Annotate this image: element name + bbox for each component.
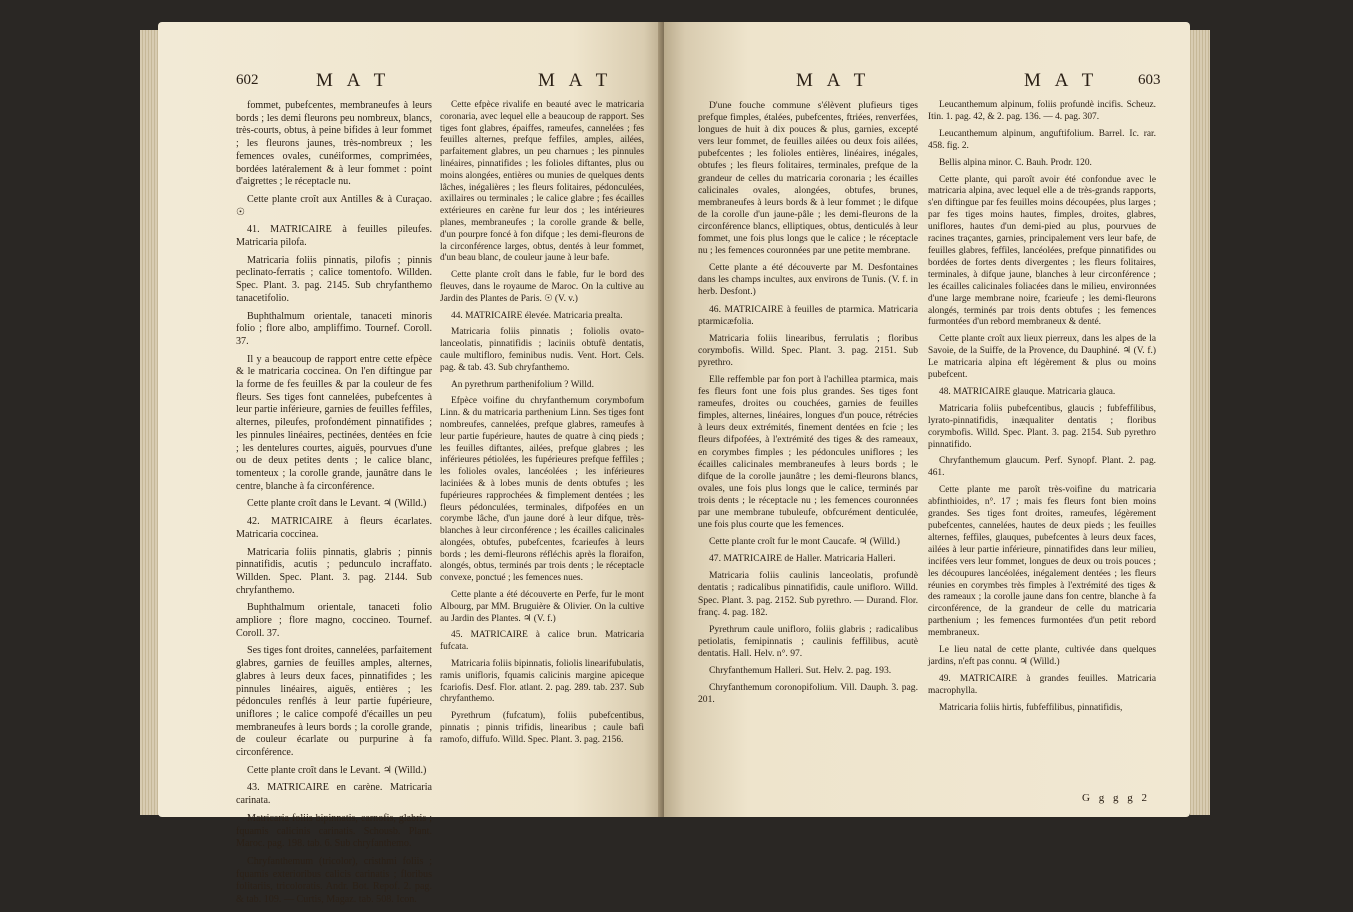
paragraph: Elle reffemble par fon port à l'achillea ptarmica, mais fes fleurs font une fois plus grandes. Ses tiges font rameufes, droites ou couchées, garnies de feuilles fimples, alternes, linéaires, longues d'un pouce, rétrécies à leurs deux extrémités, finement dentées en fcie ; les fleurs difpofées, à l'extrémité des tiges & des rameaux, en corymbes fimples ; les pédoncules uniflores ; les écailles calicinales membraneufes à leurs bords ; le difque de la corolle jaunâtre ; les demi-fleurons blancs, ovales, une fois plus longs que le calice, terminés par trois dents ; le réceptacle nu ; les femences couronnées par une membrane tubuleufe, obfcurément denticulée, une fois plus courte que les femences. <box>698 373 918 531</box>
paragraph: 48. MATRICAIRE glauque. Matricaria glauca. <box>939 386 1116 397</box>
paragraph: Pyrethrum (fufcatum), foliis pubefcentibus, pinnatis ; pinnis trifidis, linearibus ; caule bafi ramofo, diffufo. Willd. Spec. Plant. 3. pag. 2156. <box>440 711 644 745</box>
paragraph: Buphthalmum orientale, tanaceti minoris folio ; flore albo, ampliffimo. Tournef. Coroll. 37. <box>236 310 432 347</box>
left-page-column-2 <box>440 100 644 752</box>
page-number-left: 602 <box>236 72 259 88</box>
paragraph: Cette plante a été découverte par M. Desfontaines dans les champs incultes, aux environs de Tunis. (V. f. in herb. Desfont.) <box>698 262 918 298</box>
paragraph: Matricaria foliis bipinnatis, foliolis linearifubulatis, ramis unifloris, fquamis calicinis margine apiceque fcariofis. Desf. Flor. atlant. 2. pag. 289. tab. 237. Sub chryfanthemo. <box>440 659 644 705</box>
paragraph: Efpèce voifine du chryfanthemum corymbofum Linn. & du matricaria parthenium Linn. Ses tiges font nombreufes, cannelées, prefque glabres, rameufes à leur partie fupérieure, hautes de quatre à cinq pieds ; les feuilles diftantes, ailées, prefque glabres ; les inférieures pétiolées, les fupérieures prefque feffiles ; les folioles ovales, lancéolées ; les inférieures laciniées & à lobes munis de dents obtufes ; les fupérieures rapprochées & fimplement dentées ; les fleurs pédonculées, terminales, difpofées en un corymbe lâche, d'un jaune doré à leur difque, très-blanches à leur circonférence ; les écailles calicinales alongées, obtufes, pubefcentes, fcarieufes à leurs bords ; les demi-fleurons réfléchis après la floraifon, alongés, obtus, terminés par trois dents ; le réceptacle convexe, ponctué ; les femences nues. <box>440 396 644 584</box>
paragraph: Cette plante, qui paroît avoir été confondue avec le matricaria alpina, avec lequel elle a de très-grands rapports, s'en diftingue par fes feuilles moins découpées, plus larges ; par fes tiges moins hautes, fimples, droites, glabres, uniflores, hautes d'un demi-pied au plus, pourvues de racines traçantes, garnies, principalement vers leur bafe, de feuilles glabres, feffiles, lancéolées, prefque pinnatifides ou bordées de fortes dents divergentes ; les fleurs folitaires, terminales, à difque jaune, blanches à leur circonférence ; les écailles calicinales foliacées dans le milieu, environnées d'une large membrane noire, fcarieufe ; les demi-fleurons alongés, terminés par trois dents obtufes ; les femences furmontées d'un rebord membraneux & denté. <box>928 174 1156 328</box>
left-page <box>158 22 664 906</box>
paragraph: 42. MATRICAIRE à fleurs écarlates. Matricaria coccinea. <box>236 516 432 540</box>
paragraph: 47. MATRICAIRE de Haller. Matricaria Halleri. <box>709 553 896 565</box>
paragraph: Leucanthemum alpinum, anguftifolium. Barrel. Ic. rar. 458. fig. 2. <box>928 128 1156 151</box>
paragraph: Matricaria foliis pubefcentibus, glaucis ; fubfeffilibus, lyrato-pinnatifidis, inæqualiter dentatis ; floribus corymbofis. Willd. Spec. Plant. 3. pag. 2154. Sub pyrethro pinnatifido. <box>928 403 1156 450</box>
paragraph: Le lieu natal de cette plante, cultivée dans quelques jardins, n'eft pas connu. ♃ (Willd.) <box>928 645 1156 667</box>
paragraph: Buphthalmum orientale, tanaceti folio ampliore ; flore magno, coccineo. Tournef. Coroll. 37. <box>236 602 432 639</box>
paragraph: Chryfanthemum (tricolor), cristhmi foliis ; fquamis exterioribus calicis carinatis ; floribus folitariis, tricoloratis. Andr. Bot. Repof. 2. pag. & tab. 109. — Curtis, Magaz. tab. 508. Icon. <box>236 855 432 906</box>
paragraph: Matricaria foliis caulinis lanceolatis, profundè dentatis ; radicalibus pinnatifidis, caule unifloro. Willd. Spec. Plant. 3. pag. 2152. Sub pyrethro. — Durand. Flor. franç. 4. pag. 182. <box>698 570 918 618</box>
paragraph: Il y a beaucoup de rapport entre cette efpèce & le matricaria coccinea. On l'en diftingue par la forme de fes feuilles & par la couleur de fes fleurs. Ses tiges font cannelées, pubefcentes à leur partie inférieure, garnies de feuilles feffiles, alternes, pileufes, profondément pinnatifides ; les pinnules linéaires, pectinées, dentées en fcie ; les dentelures courtes, aiguës, pourvues d'une ou de deux petites dents ; le calice blanc, tomenteux ; la corolle grande, jaunâtre dans le centre, blanche à fa circonférence. <box>236 353 432 492</box>
paragraph: Cette plante croît aux Antilles & à Curaçao. ☉ <box>236 193 432 218</box>
paragraph: 46. MATRICAIRE à feuilles de ptarmica. Matricaria ptarmicæfolia. <box>698 303 918 327</box>
paragraph: D'une fouche commune s'élèvent plufieurs tiges prefque fimples, étalées, pubefcentes, ftriées, renverfées, longues de huit à dix pouces & plus, garnies, excepté vers leur fommet, de feuilles ailées ou deux fois ailées, pubefcentes ; les folioles entières, linéaires, inégales, obtufes ; les fleurs folitaires, terminales, prefque de la grandeur de celles du matricaria coronaria ; les écailles calicinales ovales, alongées, obtufes, brunes, membraneufes à leurs bords & à leur fommet ; le difque de la corolle d'un jaune-pâle ; les demi-fleurons de la circonférence blancs, elliptiques, obtus, denticulés à leur fommet, une fois plus longs que le calice ; le réceptacle nu ; les femences couronnées par une petite membrane. <box>698 100 918 257</box>
running-head-right-1: M A T <box>796 70 871 91</box>
paragraph: Matricaria foliis bipinnatis, carnofis, glabris ; fquamis calicinis carinatis. Schousb. Plant. Maroc. pag. 198. tab. 6. Sub chryfanthemo. <box>236 812 432 850</box>
running-head-right-2: M A T <box>1024 70 1099 91</box>
paragraph: Cette plante me paroît très-voifine du matricaria abfinthioides, n°. 17 ; mais fes fleurs font bien moins grandes. Ses tiges font droites, rameufes, légèrement pubefcentes, cannelées, hautes de deux pieds ; les feuilles alternes, feffiles, glauques, pubefcentes à leurs deux faces, ailées à leur partie inférieure, pinnatifides dans leur milieu, incifées vers leur fommet, longues de deux ou trois pouces ; les découpures lancéolées, inégalement dentées ; les fleurs réunies en corymbes très fimples à l'extrémité des tiges & des rameaux ; la corolle jaune dans fon centre, blanche à fa circonférence, de la grandeur de celle du matricaria parthenium ; les femences furmontées d'un petit rebord membraneux. <box>928 485 1156 639</box>
paragraph: Chryfanthemum Halleri. Sut. Helv. 2. pag. 193. <box>709 665 892 677</box>
paragraph: Cette plante a été découverte en Perfe, fur le mont Albourg, par MM. Bruguière & Olivier. On la cultive au Jardin des Plantes. ♃ (V. f.) <box>440 590 644 624</box>
paragraph: Cette plante croît dans le Levant. ♃ (Willd.) <box>247 764 427 776</box>
paragraph: Chryfanthemum glaucum. Perf. Synopf. Plant. 2. pag. 461. <box>928 456 1156 479</box>
page-number-right: 603 <box>1138 72 1161 88</box>
paragraph: fommet, pubefcentes, membraneufes à leurs bords ; les demi fleurons peu nombreux, blancs, très-courts, obtus, à peine bifides à leur fommet ; les fleurons jaunes, très-nombreux ; les femences ovales, cunéiformes, comprimées, bordées latéralement & à leur fommet : point d'aigrettes ; le réceptacle nu. <box>236 100 432 188</box>
paragraph: Matricaria foliis pinnatis, glabris ; pinnis pinnatifidis, acutis ; pedunculo incraffato. Willden. Spec. Plant. 3. pag. 2144. Sub chryfanthemo. <box>236 546 432 596</box>
left-page-column-1 <box>236 100 432 912</box>
paragraph: Cette plante croît fur le mont Caucafe. ♃ (Willd.) <box>709 536 900 548</box>
paragraph: Leucanthemum alpinum, foliis profundè incifis. Scheuz. Itin. 1. pag. 42, & 2. pag. 136. — 4. pag. 307. <box>928 100 1156 122</box>
paragraph: 43. MATRICAIRE en carène. Matricaria carinata. <box>236 782 432 807</box>
signature-mark: G g g g 2 <box>1082 792 1150 804</box>
paragraph: Matricaria foliis pinnatis, pilofis ; pinnis peclinato-ferratis ; calice tomentofo. Willden. Spec. Plant. 3. pag. 2145. Sub chryfanthemo tanacetifolio. <box>236 254 432 304</box>
paragraph: 44. MATRICAIRE élevée. Matricaria prealta. <box>451 310 623 321</box>
right-page-column-2 <box>928 100 1156 720</box>
paragraph: Cette plante croît aux lieux pierreux, dans les alpes de la Savoie, de la Suiffe, de la Provence, du Dauphiné. ♃ (V. f.) Le matricaria alpina eft légèrement & plus ou moins pubefcent. <box>928 334 1156 381</box>
right-page <box>664 22 1190 817</box>
paragraph: Matricaria foliis linearibus, ferrulatis ; floribus corymbofis. Willd. Spec. Plant. 3. pag. 2151. Sub pyrethro. <box>698 332 918 368</box>
paragraph: Cette efpèce rivalife en beauté avec le matricaria coronaria, avec lequel elle a beaucoup de rapport. Ses tiges font glabres, épaiffes, rameufes, cannelées ; fes feuilles alternes, prefque feffiles, amples, ailées, parfaitement glabres, un peu charnues ; les pinnules linéaires, pinnatifides ; les folioles diftantes, plus ou moins alongées, entières ou munies de quelques dents lâches, inégalières ; les fleurs folitaires, pédonculées, axillaires ou terminales ; le calice glabre ; fes écailles extérieures en carène fur leur dos ; les intérieures planes, membraneufes ; la corolle grande & belle, d'un pourpre foncé à fon difque ; les demi-fleurons de la circonférence larges, obtus, dentés à leur fommet, d'un beau blanc, de couleur jaune à leur bafe. <box>440 100 644 264</box>
paragraph: Matricaria foliis hirtis, fubfeffilibus, pinnatifidis, <box>939 702 1123 713</box>
paragraph: 41. MATRICAIRE à feuilles pileufes. Matricaria pilofa. <box>236 224 432 249</box>
paragraph: Chryfanthemum coronopifolium. Vill. Dauph. 3. pag. 201. <box>698 682 918 706</box>
paragraph: Cette plante croît dans le fable, fur le bord des fleuves, dans le royaume de Maroc. On la cultive au Jardin des Plantes de Paris. ☉ (V. v.) <box>440 270 644 304</box>
running-head-left-1: M A T <box>316 70 391 91</box>
paragraph: Cette plante croît dans le Levant. ♃ (Willd.) <box>247 498 427 510</box>
paragraph: Pyrethrum caule unifloro, foliis glabris ; radicalibus petiolatis, femipinnatis ; caulinis feffilibus, acutè dentatis. Hall. Helv. n°. 97. <box>698 623 918 659</box>
paragraph: 45. MATRICAIRE à calice brun. Matricaria fufcata. <box>440 630 644 653</box>
paragraph: Ses tiges font droites, cannelées, parfaitement glabres, garnies de feuilles amples, alternes, glabres à leurs deux faces, pinnatifides ; les pinnules linéaires, aiguës, entières ; les pédoncules renflés à leur partie fupérieure, uniflores ; le calice compofé d'écailles un peu membraneufes à leurs bords ; la corolle grande, de couleur écarlate ou purpurine à fa circonférence. <box>236 645 432 759</box>
paragraph: Matricaria foliis pinnatis ; foliolis ovato-lanceolatis, pinnatifidis ; laciniis obtufè dentatis, caule multifloro, feminibus nudis. Vent. Hort. Cels. pag. & tab. 43. Sub chryfanthemo. <box>440 327 644 373</box>
paragraph: An pyrethrum parthenifolium ? Willd. <box>451 379 594 390</box>
page-edges-right <box>1190 30 1210 815</box>
page-edges-left <box>140 30 160 815</box>
running-head-left-2: M A T <box>538 70 613 91</box>
paragraph: 49. MATRICAIRE à grandes feuilles. Matricaria macrophylla. <box>928 673 1156 696</box>
right-page-column-1 <box>698 100 918 711</box>
paragraph: Bellis alpina minor. C. Bauh. Prodr. 120. <box>939 157 1092 168</box>
